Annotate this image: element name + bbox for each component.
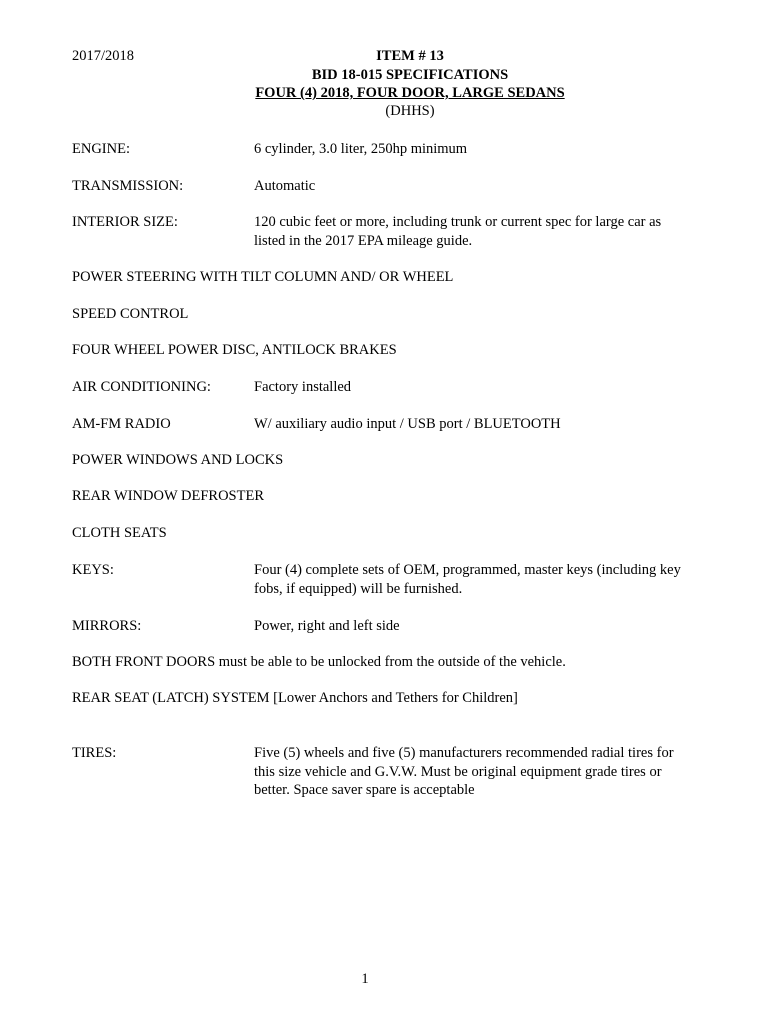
interior-size-value-line2: listed in the 2017 EPA mileage guide. bbox=[254, 233, 473, 249]
brakes-spec: FOUR WHEEL POWER DISC, ANTILOCK BRAKES bbox=[72, 342, 397, 358]
keys-label: KEYS: bbox=[72, 562, 114, 578]
mirrors-value: Power, right and left side bbox=[254, 618, 400, 634]
tires-value-line2: this size vehicle and G.V.W. Must be original equipment grade tires or bbox=[254, 764, 662, 780]
radio-label: AM-FM RADIO bbox=[72, 416, 171, 432]
school-year: 2017/2018 bbox=[72, 48, 135, 64]
tires-value-line1: Five (5) wheels and five (5) manufacturers recommended radial tires for bbox=[254, 745, 674, 761]
tires-value-line3: better. Space saver spare is acceptable bbox=[254, 782, 475, 798]
latch-system-spec: REAR SEAT (LATCH) SYSTEM [Lower Anchors and Tethers for Children] bbox=[72, 690, 518, 706]
agency-label: (DHHS) bbox=[385, 103, 435, 119]
transmission-value: Automatic bbox=[254, 178, 316, 194]
air-conditioning-value: Factory installed bbox=[254, 379, 352, 395]
radio-value: W/ auxiliary audio input / USB port / BLUETOOTH bbox=[254, 416, 561, 432]
keys-value-line1: Four (4) complete sets of OEM, programmed, master keys (including key bbox=[254, 562, 681, 578]
power-steering-spec: POWER STEERING WITH TILT COLUMN AND/ OR WHEEL bbox=[72, 269, 454, 285]
air-conditioning-label: AIR CONDITIONING: bbox=[72, 379, 211, 395]
mirrors-label: MIRRORS: bbox=[72, 618, 142, 634]
cloth-seats-spec: CLOTH SEATS bbox=[72, 525, 167, 541]
interior-size-value-line1: 120 cubic feet or more, including trunk or current spec for large car as bbox=[254, 214, 662, 230]
transmission-label: TRANSMISSION: bbox=[72, 178, 184, 194]
bid-title: BID 18-015 SPECIFICATIONS bbox=[311, 67, 509, 83]
keys-value-line2: fobs, if equipped) will be furnished. bbox=[254, 581, 463, 597]
item-number: ITEM # 13 bbox=[376, 48, 444, 64]
defroster-spec: REAR WINDOW DEFROSTER bbox=[72, 488, 264, 504]
document-title: FOUR (4) 2018, FOUR DOOR, LARGE SEDANS bbox=[255, 85, 565, 101]
engine-label: ENGINE: bbox=[72, 141, 130, 157]
tires-label: TIRES: bbox=[72, 745, 117, 761]
front-doors-spec: BOTH FRONT DOORS must be able to be unlocked from the outside of the vehicle. bbox=[72, 654, 566, 670]
speed-control-spec: SPEED CONTROL bbox=[72, 306, 189, 322]
power-windows-spec: POWER WINDOWS AND LOCKS bbox=[72, 452, 284, 468]
engine-value: 6 cylinder, 3.0 liter, 250hp minimum bbox=[254, 141, 468, 157]
interior-size-label: INTERIOR SIZE: bbox=[72, 214, 178, 230]
page-number: 1 bbox=[361, 971, 369, 987]
